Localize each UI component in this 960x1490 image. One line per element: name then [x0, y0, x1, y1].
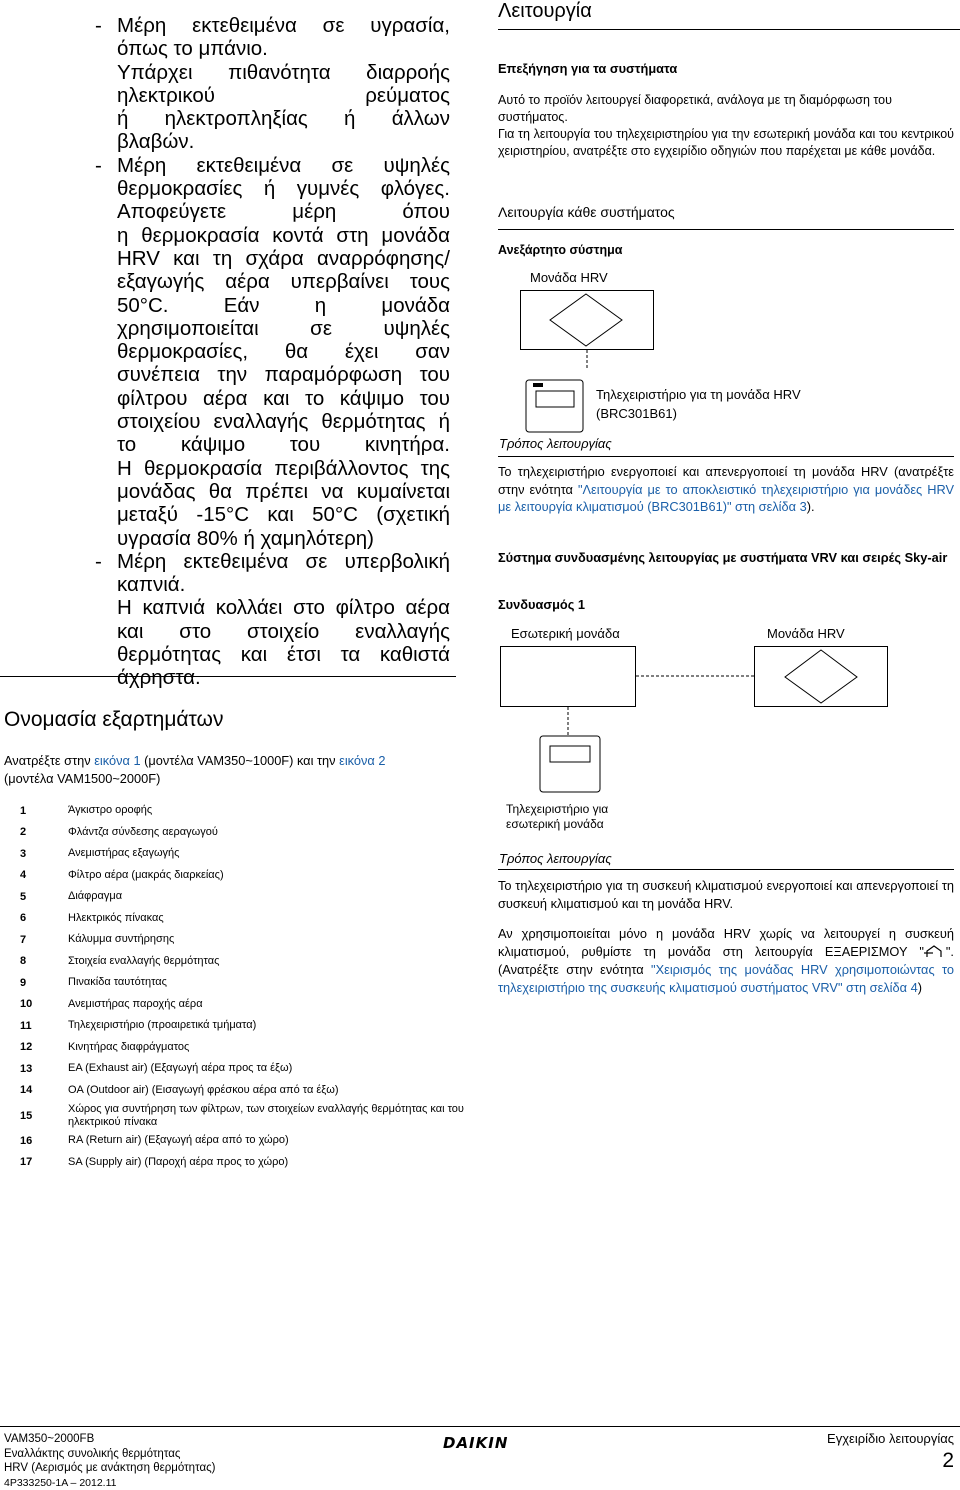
part-number: 16	[20, 1134, 33, 1147]
label-line: Τηλεχειριστήριο για	[506, 802, 609, 816]
hrv-unit-label: Μονάδα HRV	[530, 270, 608, 285]
parts-intro	[4, 752, 459, 788]
warning-text: Η καπνιά κολλάει στο φίλτρο αέρα	[117, 596, 450, 620]
part-number: 14	[20, 1084, 33, 1097]
hrv-unit-box	[755, 647, 888, 707]
parts-row	[18, 1015, 468, 1037]
remote-indicator	[533, 383, 543, 387]
remote-label	[596, 385, 801, 423]
part-name: Φλάντζα σύνδεσης αεραγωγού	[68, 825, 218, 838]
parts-row	[18, 1101, 468, 1130]
part-name: Φίλτρο αέρα (μακράς διαρκείας)	[68, 868, 224, 881]
warning-text: εξαγωγής αέρα υπερβαίνει τους	[117, 270, 450, 294]
part-name: Άγκιστρο οροφής	[68, 804, 153, 817]
mode-label: Τρόπος λειτουργίας	[499, 436, 612, 451]
bullet-dash: -	[95, 549, 102, 573]
indoor-remote-label	[506, 802, 608, 832]
part-number: 11	[20, 1019, 32, 1032]
hrv-unit-symbol	[550, 294, 622, 346]
part-name: Πινακίδα ταυτότητας	[68, 976, 167, 989]
parts-row	[18, 994, 468, 1016]
parts-row	[18, 1037, 468, 1059]
operation-title: Λειτουργία	[498, 0, 592, 22]
section-divider	[0, 676, 456, 677]
footer-divider	[0, 1426, 960, 1427]
warning-text: μεταξύ -15°C και 50°C (σχετική	[117, 503, 450, 527]
part-number: 4	[20, 869, 27, 882]
part-number: 12	[20, 1041, 33, 1054]
footer-model: VAM350~2000FB	[4, 1433, 95, 1445]
warning-text: 50°C. Εάν η μονάδα	[117, 293, 450, 317]
figure-1-link[interactable]: εικόνα 1	[94, 753, 141, 768]
remote-label-line: (BRC301B61)	[596, 406, 677, 421]
remote-display	[550, 746, 590, 762]
part-number: 7	[20, 933, 27, 946]
parts-title: Ονομασία εξαρτημάτων	[4, 708, 224, 731]
text: ).	[806, 499, 815, 514]
bookmark-link-page4[interactable]: "Χειρισμός της μονάδας HRV χρησιμοποιώντας το τηλεχειριστήριο της συσκευής κλιματισμού συστήματος VRV" στη σελίδα 4	[498, 962, 954, 995]
part-number: 3	[20, 847, 27, 860]
hrv-unit-symbol	[785, 650, 857, 703]
warning-text: στοιχείου εναλλαγής θερμότητας ή	[117, 410, 450, 434]
footer-product: HRV (Αερισμός με ανάκτηση θερμότητας)	[4, 1462, 216, 1474]
warning-list	[95, 14, 450, 690]
indoor-unit-box	[501, 647, 636, 707]
footer-info	[4, 1432, 215, 1490]
warning-text: όπως το μπάνιο.	[117, 37, 268, 61]
parts-row	[18, 822, 468, 844]
part-name: Στοιχεία εναλλαγής θερμότητας	[68, 954, 220, 967]
warning-text: θερμοκρασίες, θα έχει σαν	[117, 340, 450, 364]
part-number: 5	[20, 890, 27, 903]
warning-text: συνέπεια την παραμόρφωση του	[117, 363, 450, 387]
indoor-unit-label: Εσωτερική μονάδα	[511, 626, 620, 641]
systems-text	[498, 92, 954, 160]
part-number: 6	[20, 912, 27, 925]
parts-row	[18, 1080, 468, 1102]
warning-text: Μέρη εκτεθειμένα σε υψηλές	[117, 153, 450, 177]
hrv-unit-label: Μονάδα HRV	[767, 626, 845, 641]
intro-text: (μοντέλα VAM350~1000F) και την	[140, 753, 340, 768]
part-number: 10	[20, 998, 33, 1011]
section-divider	[498, 229, 954, 230]
warning-item-moisture	[95, 14, 450, 154]
warning-text: θερμότητας και έτσι τα καθιστά	[117, 643, 450, 667]
part-name: OA (Outdoor air) (Εισαγωγή φρέσκου αέρα από τα έξω)	[68, 1083, 339, 1096]
remote-label-line: Τηλεχειριστήριο για τη μονάδα HRV	[596, 387, 801, 402]
combination-1-label: Συνδυασμός 1	[498, 597, 586, 612]
warning-text: HRV και τη σχάρα αναρρόφησης/	[117, 246, 450, 270]
hrv-only-paragraph	[498, 925, 954, 997]
section-divider	[498, 29, 960, 30]
warning-text: Μέρη εκτεθειμένα σε υπερβολική	[117, 549, 450, 573]
footer-product: Εναλλάκτης συνολικής θερμότητας	[4, 1447, 181, 1460]
parts-row	[18, 972, 468, 994]
parts-row	[18, 1058, 468, 1080]
part-number: 8	[20, 955, 27, 968]
part-name: Χώρος για συντήρηση των φίλτρων, των στοιχείων εναλλαγής θερμότητας και του ηλεκτρικού πίνακα	[68, 1102, 464, 1128]
warning-text: θερμοκρασίες ή γυμνές φλόγες.	[117, 177, 450, 201]
ventilation-mode-icon	[924, 945, 946, 958]
part-number: 17	[20, 1156, 33, 1169]
combined-heading: Σύστημα συνδυασμένης λειτουργίας με συστήματα VRV και σειρές Sky-air	[498, 550, 948, 565]
remote-diagram	[525, 350, 605, 435]
parts-row	[18, 951, 468, 973]
part-number: 13	[20, 1062, 33, 1075]
part-name: Διάφραγμα	[68, 890, 123, 903]
page-number: 2	[942, 1449, 954, 1472]
part-number: 2	[20, 826, 27, 839]
daikin-logo: DAIKIN	[443, 1434, 509, 1452]
warning-item-soot	[95, 550, 450, 690]
ac-paragraph: Το τηλεχειριστήριο για τη συσκευή κλιματισμού ενεργοποιεί και απενεργοποιεί τη συσκευή κλιματισμού και τη μονάδα HRV.	[498, 878, 954, 911]
part-name: Ανεμιστήρας εξαγωγής	[68, 847, 180, 860]
warning-text: βλαβών.	[117, 130, 195, 154]
part-name: Κινητήρας διαφράγματος	[68, 1040, 190, 1053]
part-name: EA (Exhaust air) (Εξαγωγή αέρα προς τα έξω)	[68, 1062, 293, 1075]
warning-text: το κάψιμο του κινητήρα.	[117, 433, 450, 457]
paragraph: Αυτό το προϊόν λειτουργεί διαφορετικά, ανάλογα με τη διαμόρφωση του συστήματος.	[498, 93, 892, 124]
each-system-heading: Λειτουργία κάθε συστήματος	[498, 204, 675, 220]
text: ". (Ανατρέξτε στην ενότητα	[498, 944, 954, 977]
warning-text: Αποφεύγετε μέρη όπου	[117, 200, 450, 224]
part-number: 15	[20, 1109, 33, 1122]
remote-paragraph	[498, 463, 954, 516]
remote-display	[536, 391, 574, 407]
warning-text: Υπάρχει πιθανότητα διαρροής	[117, 60, 450, 84]
parts-row	[18, 1152, 468, 1174]
parts-row	[18, 908, 468, 930]
bullet-dash: -	[95, 14, 102, 37]
footer-manual: Εγχειρίδιο λειτουργίας	[827, 1431, 954, 1446]
parts-table	[18, 800, 468, 1173]
text: )	[917, 980, 922, 995]
combination-diagram	[500, 646, 940, 796]
text: Το τηλεχειριστήριο ενεργοποιεί και απενεργοποιεί τη μονάδα HRV (ανατρέξτε στην ενότητα	[498, 464, 954, 497]
part-name: SA (Supply air) (Παροχή αέρα προς το χώρο)	[68, 1155, 289, 1168]
warning-text: χρησιμοποιείται σε υψηλές	[117, 316, 450, 340]
warning-text: Μέρη εκτεθειμένα σε υγρασία,	[117, 14, 450, 37]
warning-text: ηλεκτρικού ρεύματος	[117, 83, 450, 107]
warning-item-heat	[95, 154, 450, 550]
part-name: Κάλυμμα συντήρησης	[68, 933, 175, 946]
paragraph: Για τη λειτουργία του τηλεχειριστηρίου για την εσωτερική μονάδα και του κεντρικού χειριστηρίου, ανατρέξτε στο εγχειρίδιο οδηγιών που παρέχεται με κάθε μονάδα.	[498, 127, 954, 158]
warning-text: υγρασία 80% ή χαμηλότερη)	[117, 526, 375, 550]
part-name: Τηλεχειριστήριο (προαιρετικά τμήματα)	[68, 1019, 257, 1032]
warning-text: η θερμοκρασία κοντά στη μονάδα	[117, 223, 450, 247]
footer-code: 4P333250-1A – 2012.11	[4, 1476, 117, 1489]
warning-text: Η θερμοκρασία περιβάλλοντος της	[117, 456, 450, 480]
part-name: Ηλεκτρικός πίνακας	[68, 911, 164, 924]
section-divider	[498, 869, 954, 870]
part-number: 1	[20, 804, 27, 817]
warning-text: μονάδας θα πρέπει να κυμαίνεται	[117, 479, 450, 503]
intro-text: Ανατρέξτε στην	[4, 753, 95, 768]
parts-row	[18, 1130, 468, 1152]
warning-text: φίλτρου αέρα και το κάψιμο του	[117, 386, 450, 410]
figure-2-link[interactable]: εικόνα 2	[339, 753, 386, 768]
indoor-remote-icon	[540, 736, 600, 792]
part-name: Ανεμιστήρας παροχής αέρα	[68, 997, 203, 1010]
warning-text: και στο στοιχείο εναλλαγής	[117, 619, 450, 643]
bullet-dash: -	[95, 153, 102, 177]
parts-row	[18, 800, 468, 822]
warning-text: ή ηλεκτροπληξίας ή άλλων	[117, 107, 450, 131]
label-line: εσωτερική μονάδα	[506, 817, 604, 831]
parts-row	[18, 843, 468, 865]
part-name: RA (Return air) (Εξαγωγή αέρα από το χώρο)	[68, 1134, 289, 1147]
warning-text: καπνιά.	[117, 573, 186, 597]
hrv-unit-box	[521, 291, 654, 350]
mode-label-2: Τρόπος λειτουργίας	[499, 851, 612, 866]
parts-row	[18, 865, 468, 887]
parts-row	[18, 886, 468, 908]
bookmark-link-page3[interactable]: "Λειτουργία με το αποκλειστικό τηλεχειριστήριο για μονάδες HRV με λειτουργία κλιματισμού (BRC301B61)" στη σελίδα 3	[498, 481, 954, 514]
intro-text: (μοντέλα VAM1500~2000F)	[4, 771, 161, 786]
systems-heading: Επεξήγηση για τα συστήματα	[498, 61, 678, 76]
section-divider	[498, 456, 954, 457]
part-number: 9	[20, 976, 27, 989]
parts-row	[18, 929, 468, 951]
independent-heading: Ανεξάρτητο σύστημα	[498, 243, 623, 257]
warning-text: άχρηστα.	[117, 666, 201, 690]
text: Αν χρησιμοποιείται μόνο η μονάδα HRV χωρίς να λειτουργεί η συσκευή κλιματισμού, ρυθμίστε τη μονάδα στη λειτουργία ΕΞΑΕΡΙΣΜΟΥ "	[498, 926, 954, 959]
